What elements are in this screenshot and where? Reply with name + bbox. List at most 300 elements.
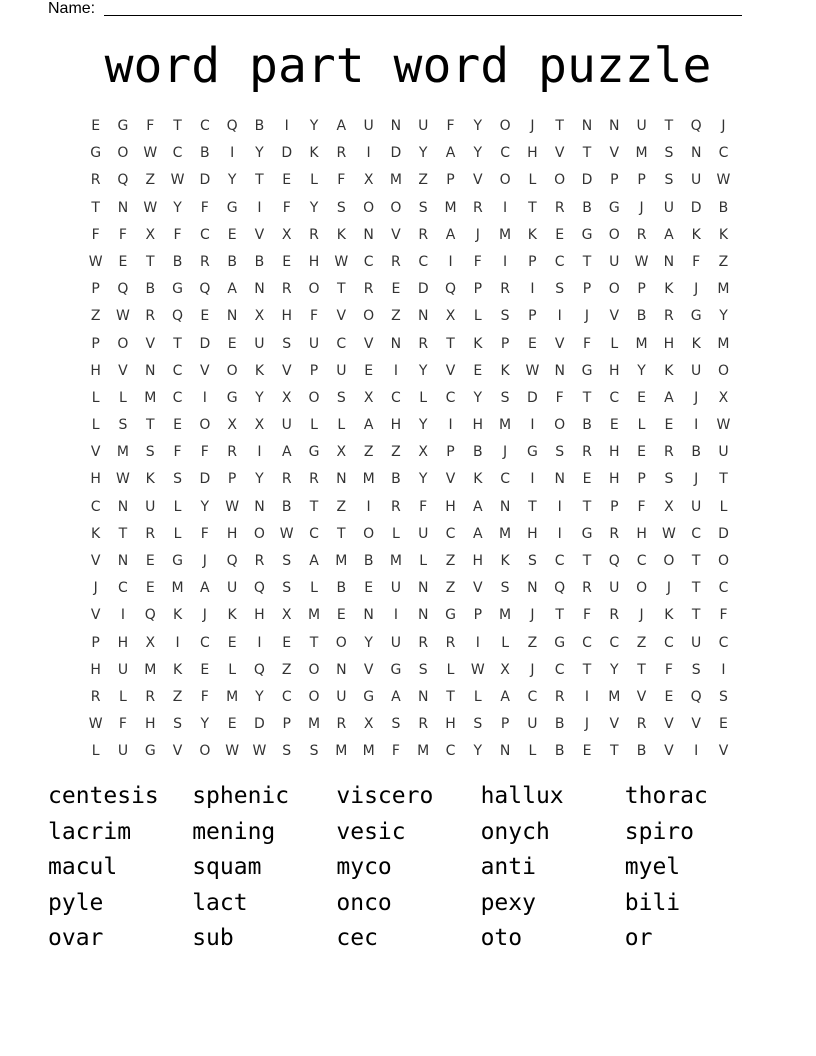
grid-letter: M: [144, 661, 157, 678]
grid-letter: K: [254, 362, 265, 379]
grid-letter: J: [530, 607, 535, 624]
grid-letter: T: [309, 498, 319, 515]
grid-letter: W: [470, 661, 485, 678]
grid-letter: C: [554, 553, 565, 569]
grid-letter: K: [664, 607, 674, 624]
grid-letter: O: [717, 553, 729, 569]
grid-letter: W: [716, 417, 731, 434]
grid-letter: O: [636, 580, 648, 597]
grid-letter: Y: [255, 688, 264, 705]
grid-letter: J: [530, 118, 535, 134]
grid-letter: M: [226, 688, 239, 705]
grid-letter: S: [173, 471, 182, 488]
grid-letter: V: [391, 226, 401, 243]
grid-letter: Z: [391, 308, 401, 325]
grid-letter: H: [144, 716, 156, 733]
grid-letter: T: [337, 525, 346, 542]
grid-letter: M: [608, 688, 621, 705]
grid-letter: R: [90, 172, 101, 189]
grid-letter: G: [117, 118, 129, 134]
grid-letter: R: [227, 444, 237, 461]
grid-letter: N: [417, 580, 429, 597]
grid-letter: T: [255, 172, 264, 189]
grid-letter: U: [145, 498, 156, 515]
grid-letter: F: [391, 743, 400, 760]
grid-letter: D: [199, 335, 211, 352]
grid-letter: O: [253, 525, 265, 542]
grid-letter: Q: [608, 553, 620, 569]
grid-letter: T: [173, 118, 182, 134]
grid-letter: A: [391, 688, 401, 705]
grid-letter: R: [145, 525, 156, 542]
grid-letter: D: [581, 172, 593, 189]
grid-letter: F: [146, 118, 155, 134]
grid-letter: Y: [473, 145, 483, 162]
word-list-item: lacrim: [48, 818, 132, 845]
grid-letter: L: [473, 688, 482, 705]
grid-letter: O: [608, 281, 620, 298]
grid-letter: D: [690, 199, 702, 216]
grid-letter: H: [663, 335, 675, 352]
grid-letter: S: [527, 553, 537, 569]
grid-letter: E: [582, 471, 592, 488]
grid-letter: R: [336, 145, 347, 162]
word-list-item: centesis: [48, 783, 159, 809]
grid-letter: P: [282, 716, 291, 733]
word-list-item: squam: [192, 854, 262, 881]
grid-letter: V: [200, 362, 210, 379]
grid-letter: X: [445, 308, 456, 325]
grid-letter: I: [202, 389, 207, 406]
grid-letter: O: [117, 335, 129, 352]
grid-letter: K: [718, 226, 729, 243]
grid-letter: J: [202, 553, 207, 569]
word-list-item: thorac: [624, 783, 708, 809]
grid-letter: D: [527, 389, 538, 406]
word-list-item: pyle: [48, 889, 104, 916]
grid-letter: B: [172, 253, 183, 270]
grid-letter: H: [636, 525, 647, 542]
grid-letter: B: [554, 716, 565, 733]
word-list-item: sub: [192, 925, 234, 952]
grid-letter: S: [555, 444, 565, 461]
grid-letter: U: [691, 498, 702, 515]
grid-letter: T: [309, 634, 319, 651]
grid-letter: Y: [473, 118, 483, 134]
grid-letter: T: [610, 743, 619, 760]
grid-letter: T: [528, 199, 537, 216]
grid-letter: I: [557, 308, 562, 325]
grid-letter: Q: [690, 118, 702, 134]
grid-letter: R: [336, 716, 347, 733]
grid-letter: M: [499, 607, 512, 624]
grid-letter: I: [475, 634, 480, 651]
grid-letter: S: [664, 471, 674, 488]
grid-letter: W: [634, 253, 649, 270]
grid-letter: L: [528, 743, 537, 760]
grid-letter: T: [337, 281, 346, 298]
grid-letter: Y: [364, 634, 373, 651]
grid-letter: G: [554, 634, 566, 651]
grid-letter: M: [171, 580, 184, 597]
grid-letter: T: [582, 661, 592, 678]
grid-letter: E: [145, 580, 155, 597]
grid-letter: U: [663, 199, 674, 216]
letter-grid: [82, 113, 737, 766]
grid-letter: U: [691, 172, 702, 189]
grid-letter: B: [145, 281, 156, 298]
grid-letter: W: [716, 172, 731, 189]
grid-letter: S: [418, 661, 428, 678]
grid-letter: I: [257, 444, 262, 461]
grid-letter: W: [143, 199, 158, 216]
grid-letter: V: [691, 716, 701, 733]
grid-letter: M: [499, 417, 512, 434]
grid-letter: W: [116, 308, 130, 325]
grid-letter: Y: [200, 716, 210, 733]
grid-letter: U: [336, 688, 347, 705]
grid-letter: T: [145, 253, 155, 270]
grid-letter: K: [691, 226, 701, 243]
grid-letter: R: [418, 335, 429, 352]
grid-letter: S: [473, 716, 483, 733]
grid-letter: T: [582, 145, 592, 162]
grid-letter: S: [145, 444, 155, 461]
grid-letter: M: [307, 716, 321, 733]
grid-letter: X: [254, 308, 265, 325]
grid-letter: Y: [473, 743, 483, 760]
grid-letter: X: [227, 417, 237, 434]
grid-letter: P: [446, 444, 455, 461]
grid-letter: V: [664, 716, 674, 733]
grid-letter: Y: [418, 417, 428, 434]
grid-letter: Q: [690, 688, 702, 705]
grid-letter: P: [473, 607, 483, 624]
grid-letter: Z: [527, 634, 538, 651]
grid-letter: V: [363, 335, 374, 352]
grid-letter: Z: [90, 308, 101, 325]
grid-letter: U: [390, 580, 402, 597]
grid-letter: S: [500, 389, 510, 406]
grid-letter: S: [118, 417, 128, 434]
grid-letter: W: [252, 743, 267, 760]
grid-letter: B: [718, 199, 729, 216]
grid-letter: N: [363, 607, 374, 624]
grid-letter: U: [691, 634, 702, 651]
grid-letter: R: [281, 281, 292, 298]
grid-letter: T: [582, 389, 592, 406]
grid-letter: P: [91, 335, 100, 352]
grid-letter: N: [336, 471, 347, 488]
grid-letter: T: [637, 661, 646, 678]
grid-letter: R: [445, 634, 456, 651]
grid-letter: K: [500, 553, 510, 569]
grid-letter: F: [309, 308, 319, 325]
grid-letter: N: [499, 743, 511, 760]
grid-letter: I: [721, 661, 726, 678]
grid-letter: K: [172, 661, 183, 678]
grid-letter: O: [226, 362, 238, 379]
grid-letter: O: [554, 417, 566, 434]
grid-letter: S: [418, 199, 428, 216]
grid-letter: H: [117, 634, 129, 651]
grid-letter: H: [90, 471, 101, 488]
grid-letter: W: [88, 253, 103, 270]
grid-letter: Y: [173, 199, 182, 216]
grid-letter: C: [554, 253, 565, 270]
grid-letter: S: [719, 688, 728, 705]
grid-letter: Y: [418, 145, 428, 162]
grid-letter: F: [200, 444, 209, 461]
grid-letter: B: [363, 553, 374, 569]
grid-letter: J: [666, 580, 671, 597]
grid-letter: T: [582, 498, 592, 515]
grid-letter: E: [282, 253, 292, 270]
word-list-item: cec: [336, 925, 378, 952]
grid-letter: T: [555, 607, 564, 624]
grid-letter: G: [581, 525, 593, 542]
grid-letter: E: [227, 716, 237, 733]
grid-letter: E: [227, 634, 237, 651]
grid-letter: E: [227, 226, 237, 243]
grid-letter: S: [336, 199, 346, 216]
grid-letter: V: [90, 607, 101, 624]
grid-letter: H: [609, 362, 620, 379]
grid-letter: A: [473, 525, 483, 542]
grid-letter: C: [281, 688, 292, 705]
grid-letter: D: [281, 145, 293, 162]
grid-letter: E: [364, 580, 374, 597]
word-list-item: ovar: [48, 925, 104, 952]
grid-letter: J: [475, 226, 480, 243]
grid-letter: R: [609, 607, 620, 624]
grid-letter: L: [446, 661, 455, 678]
grid-letter: P: [610, 498, 619, 515]
grid-letter: K: [336, 226, 346, 243]
grid-letter: S: [282, 335, 292, 352]
grid-letter: I: [448, 253, 453, 270]
grid-letter: L: [310, 172, 318, 189]
grid-letter: E: [91, 118, 101, 134]
grid-letter: U: [363, 118, 374, 134]
grid-letter: L: [228, 661, 237, 678]
grid-letter: O: [499, 172, 511, 189]
grid-letter: M: [144, 389, 157, 406]
grid-letter: Y: [200, 498, 210, 515]
grid-letter: D: [199, 172, 211, 189]
grid-letter: M: [116, 444, 129, 461]
word-list-item: bili: [624, 889, 681, 916]
grid-letter: V: [609, 716, 620, 733]
grid-letter: L: [310, 417, 318, 434]
grid-letter: I: [393, 362, 398, 379]
grid-letter: W: [334, 253, 349, 270]
grid-letter: R: [90, 688, 101, 705]
grid-letter: Q: [199, 281, 211, 298]
grid-letter: S: [336, 389, 346, 406]
grid-letter: C: [418, 253, 429, 270]
grid-letter: C: [445, 389, 456, 406]
grid-letter: E: [336, 607, 346, 624]
grid-letter: Q: [253, 661, 265, 678]
grid-letter: A: [445, 226, 456, 243]
grid-letter: C: [691, 525, 702, 542]
grid-letter: X: [363, 389, 374, 406]
grid-letter: C: [363, 253, 374, 270]
grid-letter: H: [281, 308, 292, 325]
grid-letter: C: [609, 389, 620, 406]
word-list-item: vesic: [336, 818, 406, 845]
grid-letter: I: [530, 281, 535, 298]
grid-letter: C: [554, 661, 565, 678]
grid-letter: R: [254, 553, 265, 569]
grid-letter: H: [472, 417, 484, 434]
grid-letter: F: [173, 444, 182, 461]
word-list-item: hallux: [480, 783, 564, 809]
grid-letter: V: [445, 362, 456, 379]
grid-letter: B: [281, 498, 292, 515]
grid-letter: R: [391, 253, 401, 270]
grid-letter: G: [608, 199, 620, 216]
grid-letter: U: [308, 335, 320, 352]
grid-letter: H: [609, 471, 620, 488]
grid-letter: Z: [718, 253, 729, 270]
grid-letter: R: [636, 226, 647, 243]
grid-letter: M: [362, 743, 375, 760]
grid-letter: V: [172, 743, 183, 760]
grid-letter: Y: [309, 199, 319, 216]
grid-letter: E: [118, 253, 128, 270]
grid-letter: G: [172, 553, 183, 569]
grid-letter: G: [144, 743, 156, 760]
grid-letter: J: [694, 389, 699, 406]
grid-letter: G: [581, 362, 593, 379]
grid-letter: O: [499, 118, 511, 134]
grid-letter: X: [500, 661, 510, 678]
grid-letter: O: [308, 688, 320, 705]
grid-letter: H: [527, 145, 538, 162]
grid-letter: K: [309, 145, 319, 162]
grid-letter: N: [609, 118, 620, 134]
grid-letter: I: [366, 145, 371, 162]
grid-letter: K: [145, 471, 155, 488]
grid-letter: U: [718, 444, 729, 461]
grid-letter: W: [661, 525, 676, 542]
grid-letter: M: [499, 226, 512, 243]
grid-letter: G: [390, 661, 402, 678]
grid-letter: B: [582, 199, 592, 216]
grid-letter: A: [664, 389, 674, 406]
grid-letter: X: [718, 389, 729, 406]
grid-letter: U: [254, 335, 265, 352]
grid-letter: V: [473, 580, 483, 597]
grid-letter: F: [200, 688, 209, 705]
grid-letter: N: [117, 553, 129, 569]
grid-letter: I: [694, 743, 699, 760]
grid-letter: I: [393, 607, 398, 624]
grid-letter: S: [500, 308, 510, 325]
grid-letter: Y: [610, 661, 619, 678]
grid-letter: Z: [445, 580, 456, 597]
grid-letter: Q: [444, 281, 457, 298]
grid-letter: L: [528, 172, 537, 189]
grid-letter: L: [637, 417, 646, 434]
grid-letter: V: [281, 362, 292, 379]
grid-letter: I: [503, 253, 508, 270]
grid-letter: Q: [226, 118, 238, 134]
grid-letter: I: [230, 145, 235, 162]
grid-letter: Y: [309, 118, 319, 134]
grid-letter: Y: [255, 389, 264, 406]
grid-letter: S: [173, 716, 182, 733]
grid-letter: S: [309, 743, 319, 760]
grid-letter: C: [199, 118, 210, 134]
grid-letter: F: [118, 226, 127, 243]
grid-letter: H: [226, 525, 238, 542]
grid-letter: L: [419, 553, 428, 569]
grid-letter: C: [636, 553, 647, 569]
grid-letter: B: [336, 580, 347, 597]
grid-letter: X: [336, 444, 347, 461]
grid-letter: M: [389, 553, 402, 569]
grid-letter: F: [719, 607, 728, 624]
grid-letter: I: [120, 607, 126, 624]
grid-letter: E: [609, 417, 619, 434]
grid-letter: Z: [172, 688, 183, 705]
grid-letter: V: [363, 661, 374, 678]
word-list-item: anti: [480, 854, 536, 881]
grid-letter: C: [663, 634, 674, 651]
grid-letter: P: [500, 335, 510, 352]
grid-letter: X: [363, 716, 374, 733]
grid-letter: K: [473, 471, 483, 488]
grid-letter: R: [636, 716, 647, 733]
grid-letter: B: [582, 417, 592, 434]
grid-letter: N: [417, 308, 429, 325]
grid-letter: M: [362, 471, 375, 488]
grid-letter: J: [694, 471, 699, 488]
grid-letter: H: [90, 362, 101, 379]
grid-letter: O: [390, 199, 402, 216]
grid-letter: F: [473, 253, 482, 270]
grid-letter: R: [609, 525, 620, 542]
grid-letter: Q: [117, 281, 129, 298]
grid-letter: E: [637, 389, 647, 406]
grid-letter: F: [419, 498, 428, 515]
grid-letter: L: [719, 498, 728, 515]
grid-letter: L: [91, 417, 100, 434]
grid-letter: W: [225, 743, 240, 760]
grid-letter: V: [145, 335, 156, 352]
grid-letter: S: [391, 716, 401, 733]
grid-letter: Q: [117, 172, 129, 189]
grid-letter: U: [281, 417, 292, 434]
grid-letter: C: [609, 634, 620, 651]
name-label: Name:: [48, 0, 96, 17]
grid-letter: C: [199, 634, 210, 651]
grid-letter: P: [582, 281, 592, 298]
grid-letter: X: [145, 226, 156, 243]
grid-letter: T: [446, 335, 455, 352]
grid-letter: P: [91, 281, 100, 298]
grid-letter: A: [336, 118, 347, 134]
grid-letter: N: [390, 118, 402, 134]
grid-letter: R: [199, 253, 210, 270]
grid-letter: X: [281, 389, 292, 406]
word-list-item: lact: [192, 889, 248, 916]
grid-letter: Y: [255, 471, 264, 488]
grid-letter: F: [555, 389, 564, 406]
